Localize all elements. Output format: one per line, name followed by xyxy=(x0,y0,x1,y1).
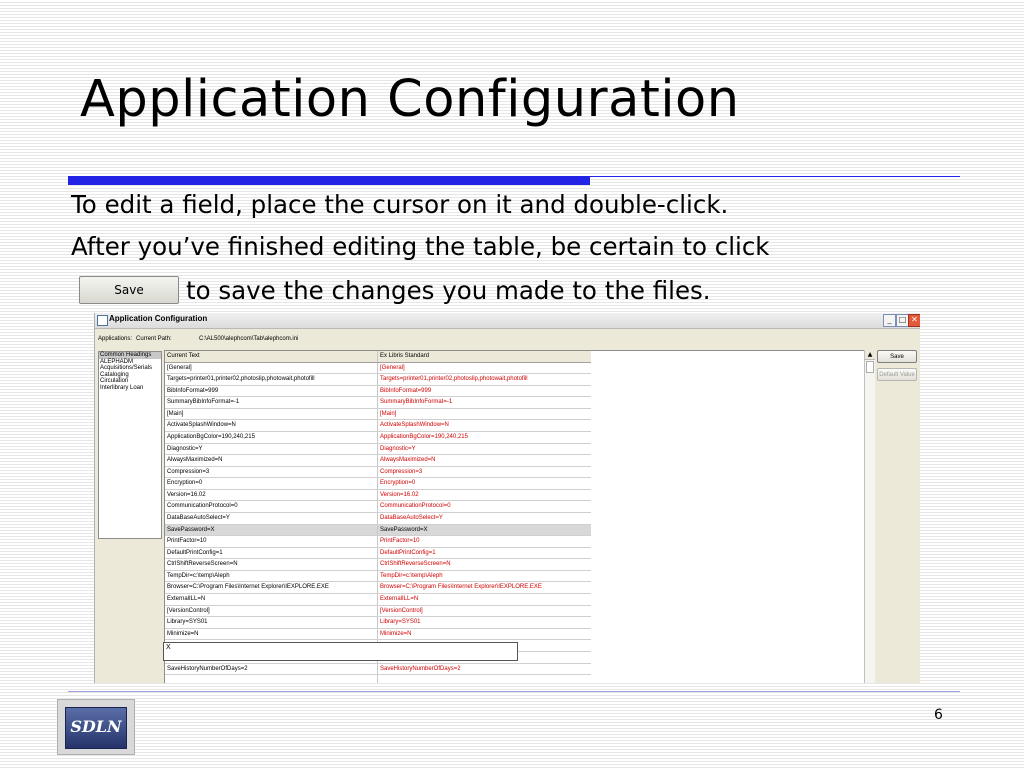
current-path-label: Current Path: xyxy=(136,336,172,342)
config-row[interactable] xyxy=(165,606,591,618)
current-text-cell[interactable]: CommunicationProtocol=0 xyxy=(165,501,378,512)
config-row[interactable] xyxy=(165,363,591,375)
config-row[interactable] xyxy=(165,629,591,641)
logo-badge xyxy=(65,707,127,749)
config-row[interactable] xyxy=(165,548,591,560)
config-grid[interactable] xyxy=(164,350,592,683)
grid-body xyxy=(165,363,591,684)
ex-libris-standard-cell: ActivateSplashWindow=N xyxy=(380,422,449,429)
current-text-cell[interactable]: Targets=printer01,printer02,photoslip,photowait,photofill xyxy=(165,374,378,385)
ex-libris-standard-cell: [VersionControl] xyxy=(380,607,423,614)
ex-libris-standard-cell: ExternalILL=N xyxy=(380,596,419,603)
applications-label: Applications: xyxy=(98,336,133,342)
column-header-ex-libris-standard[interactable]: Ex Libris Standard xyxy=(380,353,430,359)
config-row[interactable] xyxy=(165,455,591,467)
current-text-cell[interactable]: SummaryBibInfoFormat=-1 xyxy=(165,397,378,408)
config-row[interactable] xyxy=(165,501,591,513)
current-text-cell[interactable]: SavePassword=X xyxy=(165,525,378,536)
cell-edit-input[interactable]: X xyxy=(163,642,518,661)
slide-title: Application Configuration xyxy=(80,70,740,129)
window-app-icon xyxy=(97,315,108,326)
config-row[interactable] xyxy=(165,617,591,629)
current-text-cell[interactable]: Diagnostic=Y xyxy=(165,444,378,455)
current-text-cell[interactable]: DataBaseAutoSelect=Y xyxy=(165,513,378,524)
column-header-current-text[interactable]: Current Text xyxy=(165,351,378,362)
current-text-cell[interactable]: [General] xyxy=(165,363,378,374)
body-line-1: To edit a field, place the cursor on it and double-click. xyxy=(71,190,729,219)
application-list-item[interactable]: Common Headings xyxy=(99,352,161,359)
application-list-item[interactable]: ALEPHADM xyxy=(100,358,134,365)
config-row[interactable] xyxy=(165,536,591,548)
ex-libris-standard-cell xyxy=(378,675,591,683)
ex-libris-standard-cell: PrintFactor=10 xyxy=(380,538,420,545)
ex-libris-standard-cell: SavePassword=X xyxy=(380,526,428,533)
current-text-cell[interactable]: Browser=C:\Program Files\Internet Explorer\IEXPLORE.EXE xyxy=(165,582,378,593)
config-row[interactable] xyxy=(165,525,591,537)
ex-libris-standard-cell: Diagnostic=Y xyxy=(380,445,416,452)
application-configuration-window xyxy=(94,313,920,683)
config-row[interactable] xyxy=(165,571,591,583)
ex-libris-standard-cell: Encryption=0 xyxy=(380,480,416,487)
current-text-cell[interactable]: [VersionControl] xyxy=(165,606,378,617)
config-row[interactable] xyxy=(165,467,591,479)
inline-save-button: Save xyxy=(79,276,179,304)
config-row[interactable] xyxy=(165,397,591,409)
default-value-button[interactable]: Default Value xyxy=(877,368,917,381)
application-list-item[interactable]: Cataloging xyxy=(100,371,129,378)
ex-libris-standard-cell: Browser=C:\Program Files\Internet Explorer\IEXPLORE.EXE xyxy=(380,584,542,591)
current-text-cell[interactable]: Compression=3 xyxy=(165,467,378,478)
current-text-cell[interactable]: PrintFactor=10 xyxy=(165,536,378,547)
config-row[interactable] xyxy=(165,582,591,594)
config-row[interactable] xyxy=(165,490,591,502)
ex-libris-standard-cell: BibInfoFormat=999 xyxy=(380,387,432,394)
config-row[interactable] xyxy=(165,513,591,525)
config-row[interactable] xyxy=(165,664,591,676)
config-row[interactable] xyxy=(165,409,591,421)
current-text-cell[interactable]: CtrlShiftReverseScreen=N xyxy=(165,559,378,570)
current-text-cell[interactable]: Library=SYS01 xyxy=(165,617,378,628)
ex-libris-standard-cell: CommunicationProtocol=0 xyxy=(380,503,451,510)
application-list-item[interactable]: Interlibrary Loan xyxy=(100,384,144,391)
config-row[interactable] xyxy=(165,594,591,606)
ex-libris-standard-cell: AlwaysMaximized=N xyxy=(380,457,436,464)
current-text-cell[interactable]: BibInfoFormat=999 xyxy=(165,386,378,397)
config-row[interactable] xyxy=(165,420,591,432)
current-text-cell[interactable]: TempDir=c:\temp\Aleph xyxy=(165,571,378,582)
ex-libris-standard-cell: ApplicationBgColor=190,240,215 xyxy=(380,433,468,440)
current-text-cell[interactable]: ApplicationBgColor=190,240,215 xyxy=(165,432,378,443)
scroll-up-arrow-icon[interactable]: ▲ xyxy=(865,350,875,360)
config-row[interactable] xyxy=(165,478,591,490)
application-list-item[interactable]: Acquisitions/Serials xyxy=(100,365,153,371)
applications-list[interactable] xyxy=(98,351,162,539)
minimize-button[interactable]: _ xyxy=(883,314,896,327)
sdln-logo xyxy=(57,699,135,755)
logo-text: SDLN xyxy=(70,717,122,736)
current-text-cell[interactable]: SaveHistoryNumberOfDays=2 xyxy=(165,664,378,675)
current-text-cell[interactable]: Encryption=0 xyxy=(165,478,378,489)
ex-libris-standard-cell: Compression=3 xyxy=(380,468,423,475)
config-row[interactable] xyxy=(165,559,591,571)
ex-libris-standard-cell: DefaultPrintConfig=1 xyxy=(380,549,436,556)
config-row[interactable] xyxy=(165,675,591,683)
ex-libris-standard-cell: TempDir=c:\temp\Aleph xyxy=(380,572,443,579)
current-text-cell[interactable]: Version=16.02 xyxy=(165,490,378,501)
current-text-cell[interactable]: DefaultPrintConfig=1 xyxy=(165,548,378,559)
body-line-2: After you’ve finished editing the table, be certain to click xyxy=(71,232,770,261)
config-row[interactable] xyxy=(165,386,591,398)
ex-libris-standard-cell: Library=SYS01 xyxy=(380,619,421,626)
current-text-cell[interactable]: Minimize=N xyxy=(165,629,378,640)
ex-libris-standard-cell: CtrlShiftReverseScreen=N xyxy=(380,561,451,568)
page-number: 6 xyxy=(934,707,943,723)
current-text-cell[interactable]: [Main] xyxy=(165,409,378,420)
current-text-cell[interactable] xyxy=(165,675,378,683)
window-titlebar xyxy=(95,313,920,329)
scroll-thumb[interactable] xyxy=(866,361,874,373)
ex-libris-standard-cell: SummaryBibInfoFormat=-1 xyxy=(380,399,453,406)
close-button[interactable]: ✕ xyxy=(908,314,920,327)
current-text-cell[interactable]: ExternalILL=N xyxy=(165,594,378,605)
window-save-button[interactable]: Save xyxy=(877,350,917,363)
ex-libris-standard-cell: [General] xyxy=(380,364,405,371)
current-text-cell[interactable]: ActivateSplashWindow=N xyxy=(165,420,378,431)
maximize-button[interactable]: □ xyxy=(896,314,909,327)
config-row[interactable] xyxy=(165,374,591,386)
application-list-item[interactable]: Circulation xyxy=(100,378,129,384)
footer-rule xyxy=(68,691,960,692)
grid-empty-area xyxy=(591,350,864,683)
body-line-3: to save the changes you made to the files. xyxy=(186,276,711,305)
window-title: Application Configuration xyxy=(109,314,208,323)
ex-libris-standard-cell: Targets=printer01,printer02,photoslip,photowait,photofill xyxy=(380,376,528,383)
ex-libris-standard-cell: [Main] xyxy=(380,410,397,417)
title-rule-thick xyxy=(68,176,590,185)
config-row[interactable] xyxy=(165,432,591,444)
grid-header xyxy=(165,351,591,363)
current-text-cell[interactable]: AlwaysMaximized=N xyxy=(165,455,378,466)
ex-libris-standard-cell: DataBaseAutoSelect=Y xyxy=(380,515,443,522)
config-row[interactable] xyxy=(165,444,591,456)
ex-libris-standard-cell: Version=16.02 xyxy=(380,491,419,498)
current-path-value: C:\AL500\alephcom\Tab\alephcom.ini xyxy=(199,336,299,342)
title-rule-thin xyxy=(590,176,960,177)
grid-vertical-scrollbar[interactable] xyxy=(864,350,875,683)
ex-libris-standard-cell: SaveHistoryNumberOfDays=2 xyxy=(380,665,461,672)
ex-libris-standard-cell: Minimize=N xyxy=(380,630,412,637)
